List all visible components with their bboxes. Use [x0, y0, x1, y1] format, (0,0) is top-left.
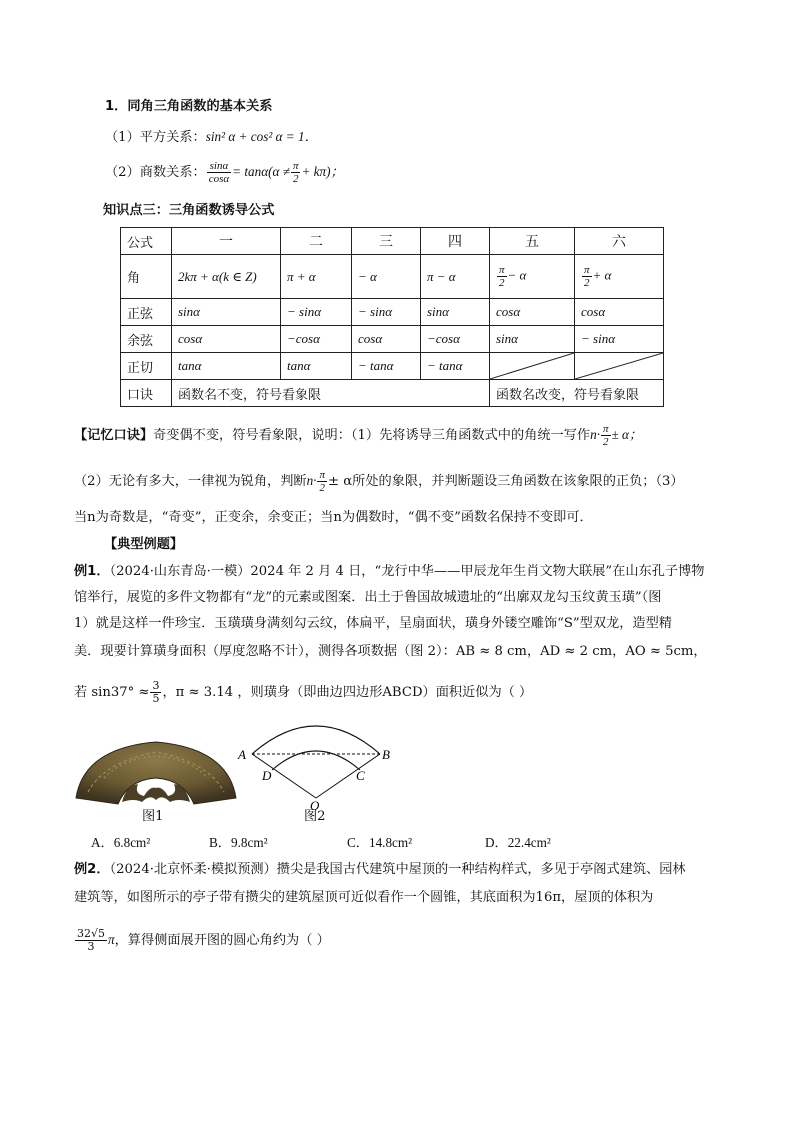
- example1-line-4: 美．现要计算璜身面积（厚度忽略不计），测得各项数据（图 2）：AB ≈ 8 cm，AD ≈ 2 cm，AO ≈ 5cm，: [74, 644, 707, 659]
- outer-arc: [252, 726, 380, 754]
- table-cell: − α: [352, 255, 421, 299]
- label-c: C: [356, 768, 365, 783]
- square-relation-line: [105, 128, 318, 147]
- pi-over-2: $\frac{\pi}{2}$: [499, 264, 505, 289]
- table-cell: −cosα: [421, 326, 490, 353]
- table-cell: − sinα: [575, 326, 664, 353]
- example1-line-1: 例1．（2024·山东青岛·一模）2024 年 2 月 4 日，“龙行中华——甲辰龙年生肖文物大联展”在山东孔子博物: [74, 564, 705, 579]
- option-a: A．6.8cm²: [91, 835, 151, 850]
- table-cell: $\frac{\pi}{2}$ + α: [575, 255, 664, 299]
- table-cell: − sinα: [281, 299, 352, 326]
- section1-title: 1．同角三角函数的基本关系: [105, 99, 273, 114]
- example2-line-3: $\frac{32√5}{3}$ π，算得侧面展开图的圆心角约为（ ）: [77, 927, 330, 953]
- row-label: 余弦: [121, 326, 172, 353]
- diagonal-cell: [575, 353, 664, 380]
- pi-over-2: $\frac{\pi}{2}$: [292, 160, 299, 185]
- table-cell: sinα: [421, 299, 490, 326]
- option-d: D．22.4cm²: [485, 835, 551, 850]
- quotient-mid: = tanα(α ≠: [232, 164, 290, 179]
- quotient-relation-prefix: （2）商数关系：: [105, 165, 206, 180]
- table-cell: tanα: [281, 353, 352, 380]
- inner-arc: [272, 751, 360, 770]
- fig1-caption: 图1: [142, 809, 164, 824]
- table-cell: − tanα: [352, 353, 421, 380]
- section3-title: 知识点三：三角函数诱导公式: [103, 203, 275, 218]
- table-cell: − tanα: [421, 353, 490, 380]
- table-header-cell: 四: [421, 228, 490, 255]
- example-label: 例2．: [74, 862, 110, 877]
- example-label: 例1．: [74, 564, 110, 579]
- table-cell: sinα: [172, 299, 281, 326]
- table-cell: tanα: [172, 353, 281, 380]
- table-row: [121, 299, 664, 326]
- label-d: D: [262, 768, 272, 783]
- table-cell: cosα: [352, 326, 421, 353]
- table-cell: cosα: [172, 326, 281, 353]
- quotient-fraction: $\frac{\sin\alpha}{\cos\alpha}$: [208, 160, 230, 185]
- table-row: [121, 255, 664, 299]
- volume-fraction: $\frac{32√5}{3}$: [77, 927, 106, 953]
- jade-huang-image: [74, 738, 238, 806]
- label-o: O: [310, 798, 320, 810]
- quotient-end: + kπ)；: [301, 164, 344, 179]
- table-cell: 2kπ + α(k ∈ Z): [172, 255, 281, 299]
- table-row: [121, 380, 664, 407]
- example1-line-3: 1）就是这样一件珍宝．玉璜璜身满刻勾云纹，体扁平，呈扇面状，璜身外镂空雕饰“S”型双龙，造型精: [74, 616, 672, 631]
- mnemonic-bracket: 【记忆口诀】: [74, 428, 154, 443]
- table-cell: π + α: [281, 255, 352, 299]
- table-row: [121, 353, 664, 380]
- pi-over-2: $\frac{\pi}{2}$: [584, 264, 590, 289]
- square-relation-eq: sin² α + cos² α = 1．: [205, 129, 318, 144]
- table-cell: sinα: [490, 326, 575, 353]
- examples-title: 【典型例题】: [104, 537, 184, 552]
- diagonal-cell: [490, 353, 575, 380]
- row-label: 正切: [121, 353, 172, 380]
- geometry-diagram: [230, 712, 405, 810]
- square-relation-prefix: （1）平方关系：: [105, 130, 206, 145]
- example2-line-1: 例2．（2024·北京怀柔·模拟预测）攒尖是我国古代建筑中屋顶的一种结构样式，多见于亭阁式建筑、园林: [74, 862, 686, 877]
- example2-line-2: 建筑等，如图所示的亭子带有攒尖的建筑屋顶可近似看作一个圆锥，其底面积为16π，屋顶的体积为: [74, 890, 654, 905]
- table-header-row: [121, 228, 664, 255]
- mnemonic-text: 奇变偶不变，符号看象限，说明：（1）先将诱导三角函数式中的角统一写作: [153, 428, 591, 443]
- pi-over-2: $\frac{\pi}{2}$: [603, 423, 609, 448]
- mnemonic-line-3: 当n为奇数是，“奇变”，正变余，余变正；当n为偶数时，“偶不变”函数名保持不变即可．: [74, 510, 593, 525]
- label-b: B: [382, 747, 390, 762]
- table-cell: −cosα: [281, 326, 352, 353]
- mnemonic-line-2: （2）无论有多大，一律视为锐角，判断n· $\frac{\pi}{2}$ ± α所处的象限，并判断题设三角函数在该象限的正负；（3）: [74, 469, 684, 494]
- example1-line-5: 若 sin37° ≈ $\frac{3}{5}$ ，π ≈ 3.14 ，则璜身（即曲边四边形ABCD）面积近似为（ ）: [74, 679, 533, 705]
- table-cell: − sinα: [352, 299, 421, 326]
- table-cell: 函数名不变，符号看象限: [172, 380, 490, 407]
- table-header-cell: 五: [490, 228, 575, 255]
- table-header-cell: 公式: [121, 228, 172, 255]
- fig2-caption: 图2: [304, 809, 326, 824]
- table-cell: π − α: [421, 255, 490, 299]
- table-header-cell: 一: [172, 228, 281, 255]
- row-label: 正弦: [121, 299, 172, 326]
- option-c: C．14.8cm²: [347, 835, 413, 850]
- table-header-cell: 六: [575, 228, 664, 255]
- label-a: A: [238, 747, 246, 762]
- table-cell: 函数名改变，符号看象限: [490, 380, 664, 407]
- three-fifths: $\frac{3}{5}$: [152, 679, 160, 705]
- quotient-relation-line: [105, 160, 344, 185]
- table-cell: cosα: [575, 299, 664, 326]
- option-b: B．9.8cm²: [209, 835, 268, 850]
- induction-formula-table: [120, 227, 664, 407]
- mnemonic-line-1: 【记忆口诀】奇变偶不变，符号看象限，说明：（1）先将诱导三角函数式中的角统一写作n· $\frac{\pi}{2}$ ± α；: [74, 423, 643, 448]
- table-row: [121, 326, 664, 353]
- table-header-cell: 三: [352, 228, 421, 255]
- example1-line-2: 馆举行，展览的多件文物都有“龙”的元素或图案．出土于鲁国故城遗址的“出廓双龙勾玉纹黄玉璜”（图: [74, 590, 662, 605]
- pi-over-2: $\frac{\pi}{2}$: [319, 469, 325, 494]
- table-cell: cosα: [490, 299, 575, 326]
- row-label: 口诀: [121, 380, 172, 407]
- table-header-cell: 二: [281, 228, 352, 255]
- table-cell: $\frac{\pi}{2}$ − α: [490, 255, 575, 299]
- row-label: 角: [121, 255, 172, 299]
